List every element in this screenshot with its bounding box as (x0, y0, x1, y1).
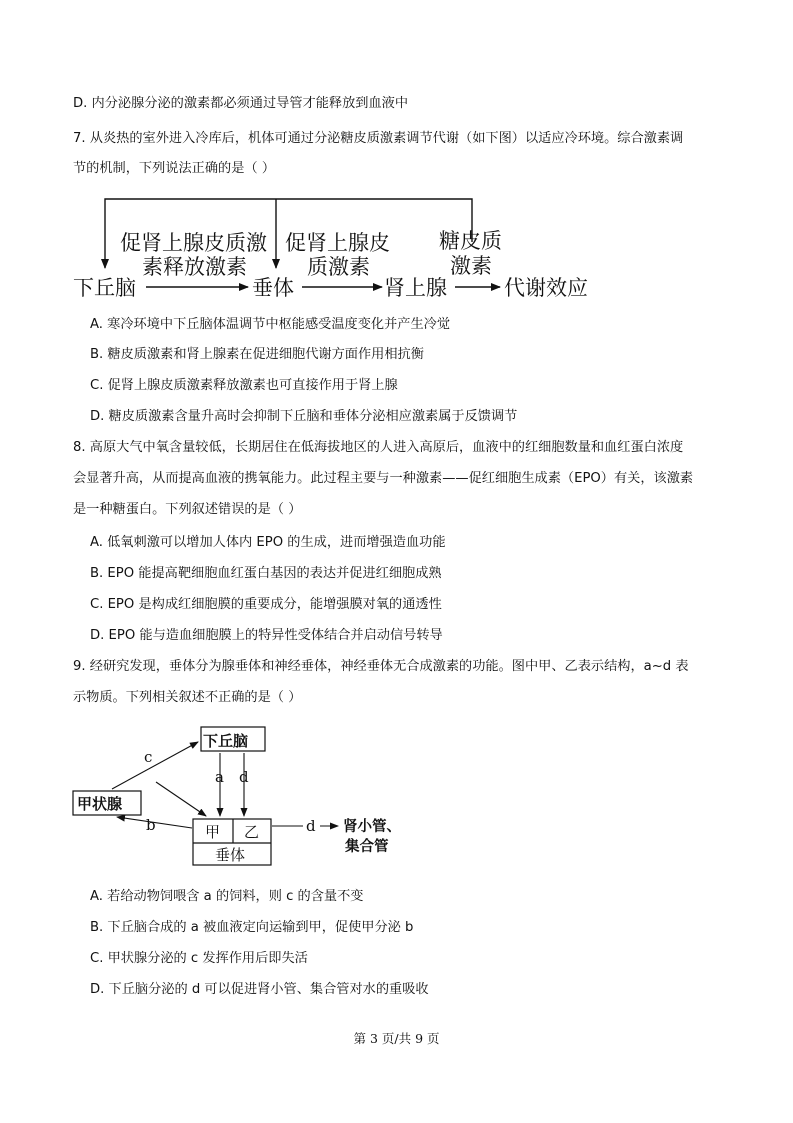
arrow-c-thyroid-to-hypothalamus (112, 742, 198, 789)
q8-option-b: B. EPO 能提高靶细胞血红蛋白基因的表达并促进红细胞成熟 (90, 566, 442, 581)
q9-stem-line-1: 9. 经研究发现，垂体分为腺垂体和神经垂体，神经垂体无合成激素的功能。图中甲、乙表示结构，a~d 表 (73, 659, 689, 674)
q9-option-b: B. 下丘脑合成的 a 被血液定向运输到甲，促使甲分泌 b (90, 920, 414, 935)
q8-option-a: A. 低氧刺激可以增加人体内 EPO 的生成，进而增强造血功能 (90, 535, 446, 550)
q8-option-c: C. EPO 是构成红细胞膜的重要成分，能增强膜对氧的通透性 (90, 597, 442, 612)
node-adrenal: 肾上腺 (384, 276, 447, 300)
node-hypothalamus: 下丘脑 (73, 276, 136, 300)
label-kidney-line-2: 集合管 (345, 839, 389, 855)
q8-stem-line-2: 会显著升高，从而提高血液的携氧能力。此过程主要与一种激素——促红细胞生成素（EPO）有关，该激素 (73, 471, 694, 486)
label-kidney-line-1: 肾小管、 (343, 819, 401, 835)
label-acth-line-2: 质激素 (307, 255, 370, 279)
label-acth-line-1: 促肾上腺皮 (285, 231, 390, 255)
arrow-c-to-jia (156, 782, 206, 816)
q7-option-c: C. 促肾上腺皮质激素释放激素也可直接作用于肾上腺 (90, 378, 398, 393)
label-crh-line-2: 素释放激素 (142, 255, 247, 279)
q8-stem-line-3: 是一种糖蛋白。下列叙述错误的是（ ） (73, 502, 302, 517)
q8-option-d: D. EPO 能与造血细胞膜上的特异性受体结合并启动信号转导 (90, 628, 443, 643)
label-glucocorticoid-line-2: 激素 (450, 254, 492, 278)
label-crh-line-1: 促肾上腺皮质激 (120, 231, 267, 255)
label-jia: 甲 (205, 823, 221, 841)
q9-stem-line-2: 示物质。下列相关叙述不正确的是（ ） (73, 690, 302, 705)
node-metabolic-effect: 代谢效应 (504, 276, 588, 300)
q8-stem-line-1: 8. 高原大气中氧含量较低，长期居住在低海拔地区的人进入高原后，血液中的红细胞数量和血红蛋白浓度 (73, 440, 684, 455)
label-thyroid: 甲状腺 (77, 795, 123, 813)
label-c: c (144, 748, 153, 766)
q6-option-d: D. 内分泌腺分泌的激素都必须通过导管才能释放到血液中 (73, 96, 409, 111)
page-footer: 第 3 页/共 9 页 (353, 1031, 440, 1046)
q9-option-c: C. 甲状腺分泌的 c 发挥作用后即失活 (90, 951, 308, 966)
label-d: d (239, 768, 249, 786)
label-glucocorticoid-line-1: 糖皮质 (439, 229, 502, 253)
label-d-out: d (306, 817, 316, 835)
q7-option-d: D. 糖皮质激素含量升高时会抑制下丘脑和垂体分泌相应激素属于反馈调节 (90, 409, 518, 424)
q9-option-d: D. 下丘脑分泌的 d 可以促进肾小管、集合管对水的重吸收 (90, 982, 429, 997)
q7-option-a: A. 寒冷环境中下丘脑体温调节中枢能感受温度变化并产生冷觉 (90, 317, 451, 332)
label-hypothalamus: 下丘脑 (203, 732, 249, 750)
node-pituitary: 垂体 (252, 276, 294, 300)
label-pituitary: 垂体 (215, 846, 246, 864)
label-b: b (146, 816, 156, 834)
q9-option-a: A. 若给动物饲喂含 a 的饲料，则 c 的含量不变 (90, 889, 364, 904)
q7-option-b: B. 糖皮质激素和肾上腺素在促进细胞代谢方面作用相抗衡 (90, 347, 424, 362)
q7-stem-line-2: 节的机制，下列说法正确的是（ ） (73, 161, 276, 176)
label-a: a (215, 768, 224, 786)
pituitary-structure-diagram (73, 727, 401, 865)
label-yi: 乙 (244, 823, 260, 841)
q7-stem-line-1: 7. 从炎热的室外进入冷库后，机体可通过分泌糖皮质激素调节代谢（如下图）以适应冷环境。综合激素调 (73, 131, 684, 146)
